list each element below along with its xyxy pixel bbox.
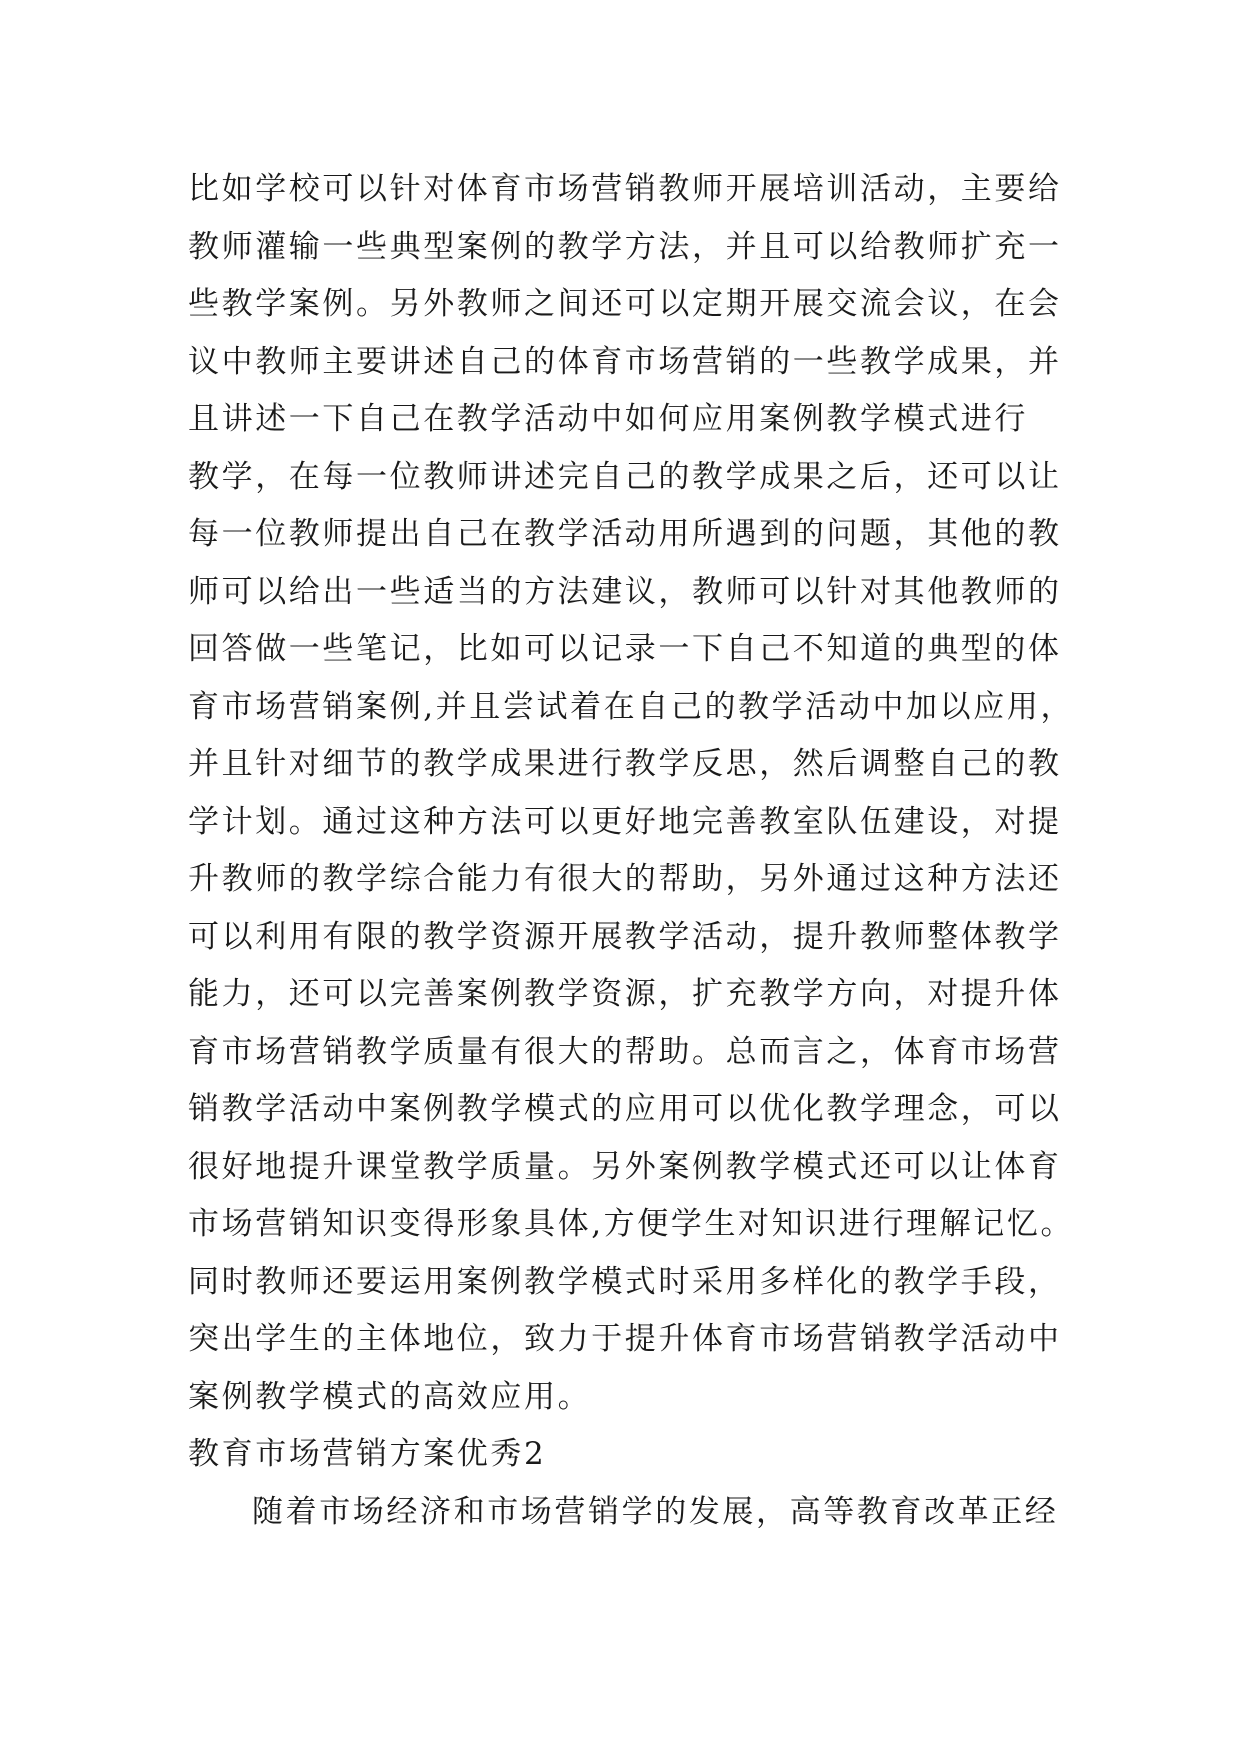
paragraph-line: 回答做一些笔记，比如可以记录一下自己不知道的典型的体 bbox=[188, 631, 1062, 667]
document-body bbox=[188, 161, 1075, 1541]
paragraph-2-first-line: 随着市场经济和市场营销学的发展，高等教育改革正经 bbox=[252, 1493, 1059, 1530]
paragraph-line: 升教师的教学综合能力有很大的帮助，另外通过这种方法还 bbox=[188, 861, 1062, 897]
paragraph-line: 比如学校可以针对体育市场营销教师开展培训活动，主要给 bbox=[188, 171, 1062, 207]
paragraph-line: 同时教师还要运用案例教学模式时采用多样化的教学手段， bbox=[188, 1263, 1062, 1300]
paragraph-line: 市场营销知识变得形象具体,方便学生对知识进行理解记忆。 bbox=[188, 1206, 1075, 1242]
paragraph-line: 育市场营销案例,并且尝试着在自己的教学活动中加以应用， bbox=[188, 688, 1075, 725]
section-heading: 教育市场营销方案优秀2 bbox=[188, 1436, 547, 1472]
paragraph-line: 并且针对细节的教学成果进行教学反思，然后调整自己的教 bbox=[188, 746, 1062, 782]
paragraph-line: 些教学案例。另外教师之间还可以定期开展交流会议，在会 bbox=[188, 286, 1062, 322]
paragraph-line: 师可以给出一些适当的方法建议，教师可以针对其他教师的 bbox=[188, 573, 1062, 610]
paragraph-line: 议中教师主要讲述自己的体育市场营销的一些教学成果，并 bbox=[188, 343, 1062, 380]
paragraph-line: 教师灌输一些典型案例的教学方法，并且可以给教师扩充一 bbox=[188, 228, 1062, 265]
paragraph-line: 能力，还可以完善案例教学资源，扩充教学方向，对提升体 bbox=[188, 976, 1062, 1012]
paragraph-line: 案例教学模式的高效应用。 bbox=[188, 1378, 592, 1415]
paragraph-line: 且讲述一下自己在教学活动中如何应用案例教学模式进行 bbox=[188, 401, 1028, 437]
paragraph-line: 销教学活动中案例教学模式的应用可以优化教学理念，可以 bbox=[188, 1091, 1062, 1127]
paragraph-line: 每一位教师提出自己在教学活动用所遇到的问题，其他的教 bbox=[188, 516, 1062, 552]
paragraph-line: 突出学生的主体地位，致力于提升体育市场营销教学活动中 bbox=[188, 1321, 1062, 1357]
paragraph-line: 育市场营销教学质量有很大的帮助。总而言之，体育市场营 bbox=[188, 1033, 1062, 1070]
paragraph-line: 很好地提升课堂教学质量。另外案例教学模式还可以让体育 bbox=[188, 1148, 1062, 1185]
paragraph-line: 学计划。通过这种方法可以更好地完善教室队伍建设，对提 bbox=[188, 803, 1062, 840]
paragraph-line: 教学，在每一位教师讲述完自己的教学成果之后，还可以让 bbox=[188, 458, 1062, 495]
paragraph-line: 可以利用有限的教学资源开展教学活动，提升教师整体教学 bbox=[188, 918, 1062, 955]
